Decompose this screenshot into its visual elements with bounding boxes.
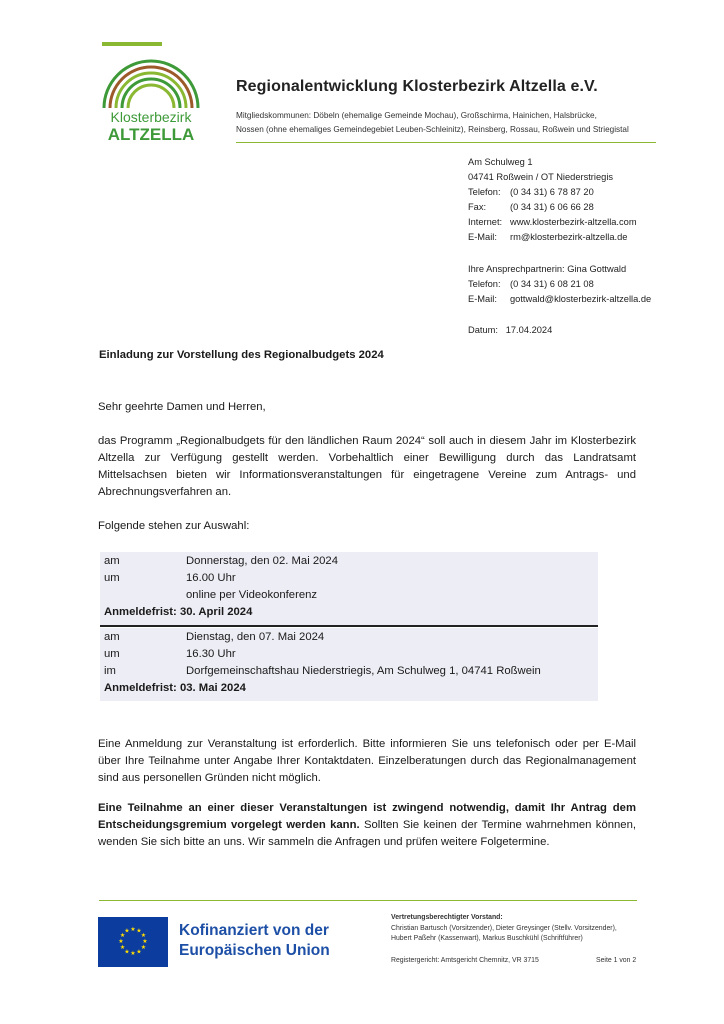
event-1-box: [100, 552, 598, 625]
event-1-time-key: um: [104, 572, 120, 584]
event-2-time: 16.30 Uhr: [186, 648, 236, 660]
contact-phone: [468, 187, 594, 197]
event-separator: [100, 625, 598, 627]
eu-text-line2: Europäischen Union: [179, 942, 330, 959]
web-value[interactable]: www.klosterbezirk-altzella.com: [510, 217, 637, 227]
event-2-box: [100, 628, 598, 701]
contact-partner: Ihre Ansprechpartnerin: Gina Gottwald: [468, 264, 627, 274]
board-info: [391, 913, 617, 945]
partner-mail-value[interactable]: gottwald@klosterbezirk-altzella.de: [510, 294, 652, 304]
register-court: Registergericht: Amtsgericht Chemnitz, VR 3715: [391, 957, 539, 964]
event-2-location: Dorfgemeinschaftshau Niederstriegis, Am Schulweg 1, 04741 Roßwein: [186, 665, 541, 677]
eu-cofunding-text: [179, 921, 330, 961]
partner-phone: [468, 279, 594, 289]
eu-flag-icon: [98, 917, 168, 967]
intro-paragraph: das Programm „Regionalbudgets für den ländlichen Raum 2024“ soll auch in diesem Jahr im Klosterbezirk Altzella zur Verfügung gestellt werden. Vorbehaltlich einer Bewilligung durch das Landratsamt Mittelsachsen bieten wir Informationsveranstaltungen für eingetragene Vereine zum Antrags- und Abrechnungsverfahren an.: [98, 435, 636, 498]
svg-text:★: ★: [136, 927, 142, 935]
partner-phone-value: (0 34 31) 6 08 21 08: [510, 279, 594, 289]
logo-text-line2: ALTZELLA: [107, 125, 195, 144]
logo-text-line1: Klosterbezirk: [110, 109, 192, 125]
contact-city: 04741 Roßwein / OT Niederstriegis: [468, 172, 614, 182]
mail-value[interactable]: rm@klosterbezirk-altzella.de: [510, 232, 628, 242]
members-line-2: Nossen (ohne ehemaliges Gemeindegebiet Leuben-Schleinitz), Reinsberg, Rossau, Roßwein und Striegistal: [236, 125, 629, 134]
member-municipalities: [236, 109, 661, 137]
event-1-date-key: am: [104, 555, 120, 567]
phone-label: Telefon:: [468, 187, 501, 197]
mail-label: E-Mail:: [468, 232, 497, 242]
svg-text:★: ★: [119, 932, 126, 939]
fax-label: Fax:: [468, 202, 487, 212]
mandatory-rest-text: Sollten Sie keinen der Termine wahrnehmen können, wenden Sie sich bitte an uns. Wir sammeln die Anfragen und prüfen weitere Folgetermine.: [98, 819, 636, 848]
organization-title: Regionalentwicklung Klosterbezirk Altzella e.V.: [236, 78, 598, 95]
partner-mail-label: E-Mail:: [468, 294, 497, 304]
mandatory-bold-text: Eine Teilnahme an einer dieser Veranstaltungen ist zwingend notwendig, damit Ihr Antrag dem Entscheidungsgremium vorgelegt werden kann.: [98, 802, 636, 831]
partner-email: [468, 294, 651, 304]
event-2-date-key: am: [104, 631, 120, 643]
svg-text:★: ★: [140, 944, 147, 951]
partner-phone-label: Telefon:: [468, 279, 501, 289]
letter-date: [468, 325, 552, 335]
salutation: Sehr geehrte Damen und Herren,: [98, 401, 266, 413]
event-2-date: Dienstag, den 07. Mai 2024: [186, 631, 325, 643]
event-2-time-key: um: [104, 648, 120, 660]
header-divider: [236, 142, 656, 143]
date-label: Datum:: [468, 325, 498, 335]
event-1-deadline: Anmeldefrist: 30. April 2024: [104, 606, 253, 618]
page-number: Seite 1 von 2: [596, 957, 637, 964]
registration-paragraph: Eine Anmeldung zur Veranstaltung ist erforderlich. Bitte informieren Sie uns telefonisch oder per E-Mail über Ihre Teilnahme unter Angabe Ihrer Kontaktdaten. Einzelberatungen durch das Regionalmanagement sind aus personellen Gründen nicht möglich.: [98, 738, 636, 784]
svg-text:★: ★: [119, 944, 126, 951]
svg-text:★: ★: [136, 948, 142, 956]
board-line-2: Hubert Paßehr (Kassenwart), Markus Buschkühl (Schriftführer): [391, 935, 583, 942]
event-2-deadline: Anmeldefrist: 03. Mai 2024: [104, 682, 246, 694]
members-line-1: Mitgliedskommunen: Döbeln (ehemalige Gemeinde Mochau), Großschirma, Hainichen, Halsbrücke,: [236, 111, 597, 120]
event-1-time: 16.00 Uhr: [186, 572, 236, 584]
klosterbezirk-logo: [100, 40, 202, 148]
eu-text-line1: Kofinanziert von der: [179, 922, 329, 939]
web-label: Internet:: [468, 217, 503, 227]
board-title: Vertretungsberechtigter Vorstand:: [391, 914, 503, 921]
footer-divider: [99, 900, 637, 901]
contact-website: [468, 217, 637, 227]
contact-street: Am Schulweg 1: [468, 157, 533, 167]
contact-fax: [468, 202, 594, 212]
board-line-1: Christian Bartusch (Vorsitzender), Dieter Greysinger (Stellv. Vorsitzender),: [391, 924, 617, 932]
svg-text:★: ★: [124, 948, 130, 956]
svg-text:★: ★: [130, 950, 136, 957]
choose-line: Folgende stehen zur Auswahl:: [98, 520, 250, 532]
phone-value: (0 34 31) 6 78 87 20: [510, 187, 594, 197]
contact-email: [468, 232, 627, 242]
event-1-date: Donnerstag, den 02. Mai 2024: [186, 555, 338, 567]
svg-text:★: ★: [142, 938, 148, 945]
event-1-location: online per Videokonferenz: [186, 589, 318, 601]
svg-text:★: ★: [118, 938, 124, 945]
date-value: 17.04.2024: [505, 325, 553, 335]
fax-value: (0 34 31) 6 06 66 28: [510, 202, 594, 212]
svg-text:★: ★: [130, 926, 136, 933]
letter-subject: Einladung zur Vorstellung des Regionalbudgets 2024: [99, 349, 384, 361]
svg-text:★: ★: [140, 932, 147, 939]
event-2-location-key: im: [104, 665, 116, 677]
mandatory-paragraph: [98, 800, 636, 851]
svg-text:★: ★: [124, 927, 130, 935]
